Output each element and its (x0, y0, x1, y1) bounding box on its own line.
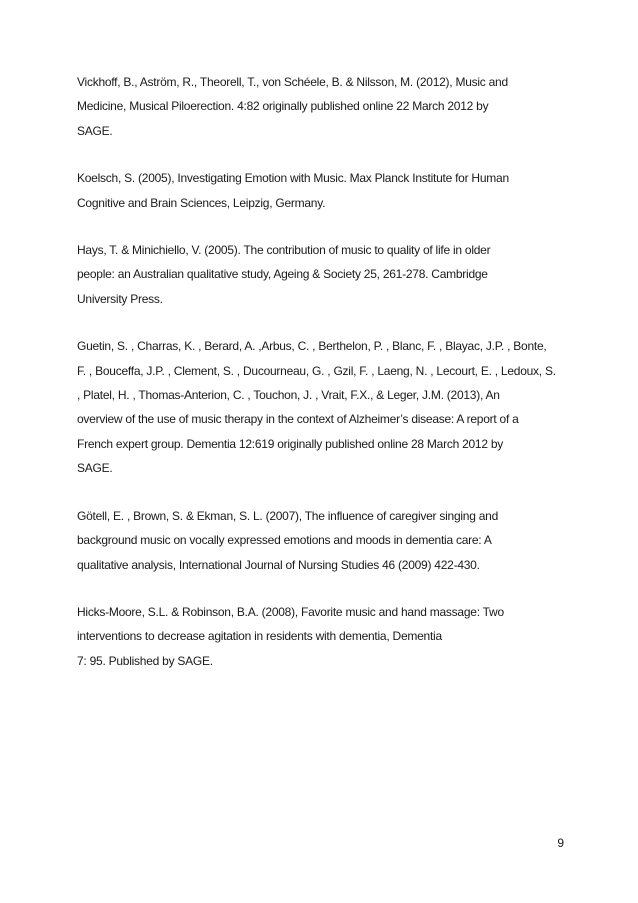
reference-line: overview of the use of music therapy in the context of Alzheimer’s disease: A report of a (77, 412, 519, 427)
reference-list (77, 70, 567, 696)
reference-line: University Press. (77, 291, 163, 306)
page-number: 9 (557, 836, 564, 850)
reference-line: F. , Bouceffa, J.P. , Clement, S. , Ducourneau, G. , Gzil, F. , Laeng, N. , Lecourt, E. , Ledoux, S. (77, 363, 556, 378)
reference-line: people: an Australian qualitative study, Ageing & Society 25, 261-278. Cambridge (77, 267, 488, 282)
reference-line: Medicine, Musical Piloerection. 4:82 originally published online 22 March 2012 by (77, 99, 489, 114)
reference-vickhoff-2012 (77, 70, 567, 143)
reference-line: Hays, T. & Minichiello, V. (2005). The contribution of music to quality of life in older (77, 243, 491, 258)
reference-line: Cognitive and Brain Sciences, Leipzig, Germany. (77, 195, 326, 210)
reference-line: French expert group. Dementia 12:619 originally published online 28 March 2012 by (77, 436, 504, 451)
reference-hays-2005 (77, 238, 567, 311)
reference-line: SAGE. (77, 123, 113, 138)
reference-line: qualitative analysis, International Journal of Nursing Studies 46 (2009) 422-430. (77, 557, 480, 572)
reference-line: Hicks-Moore, S.L. & Robinson, B.A. (2008), Favorite music and hand massage: Two (77, 604, 504, 619)
reference-line: interventions to decrease agitation in residents with dementia, Dementia (77, 629, 442, 644)
reference-gotell-2007 (77, 504, 567, 577)
reference-line: Koelsch, S. (2005), Investigating Emotion with Music. Max Planck Institute for Human (77, 171, 509, 186)
reference-hicks-moore-2008 (77, 600, 567, 673)
reference-line: , Platel, H. , Thomas-Anterion, C. , Touchon, J. , Vrait, F.X., & Leger, J.M. (2013), An (77, 388, 500, 403)
reference-line: background music on vocally expressed emotions and moods in dementia care: A (77, 533, 492, 548)
reference-line: Guetin, S. , Charras, K. , Berard, A. ,Arbus, C. , Berthelon, P. , Blanc, F. , Blayac, J.P. , Bonte, (77, 339, 547, 354)
reference-koelsch-2005 (77, 166, 567, 215)
reference-guetin-2013 (77, 334, 567, 480)
reference-line: Vickhoff, B., Aström, R., Theorell, T., von Schéele, B. & Nilsson, M. (2012), Music and (77, 75, 508, 89)
reference-line: 7: 95. Published by SAGE. (77, 653, 213, 668)
reference-line: Götell, E. , Brown, S. & Ekman, S. L. (2007), The influence of caregiver singing and (77, 508, 499, 523)
reference-line: SAGE. (77, 461, 113, 476)
